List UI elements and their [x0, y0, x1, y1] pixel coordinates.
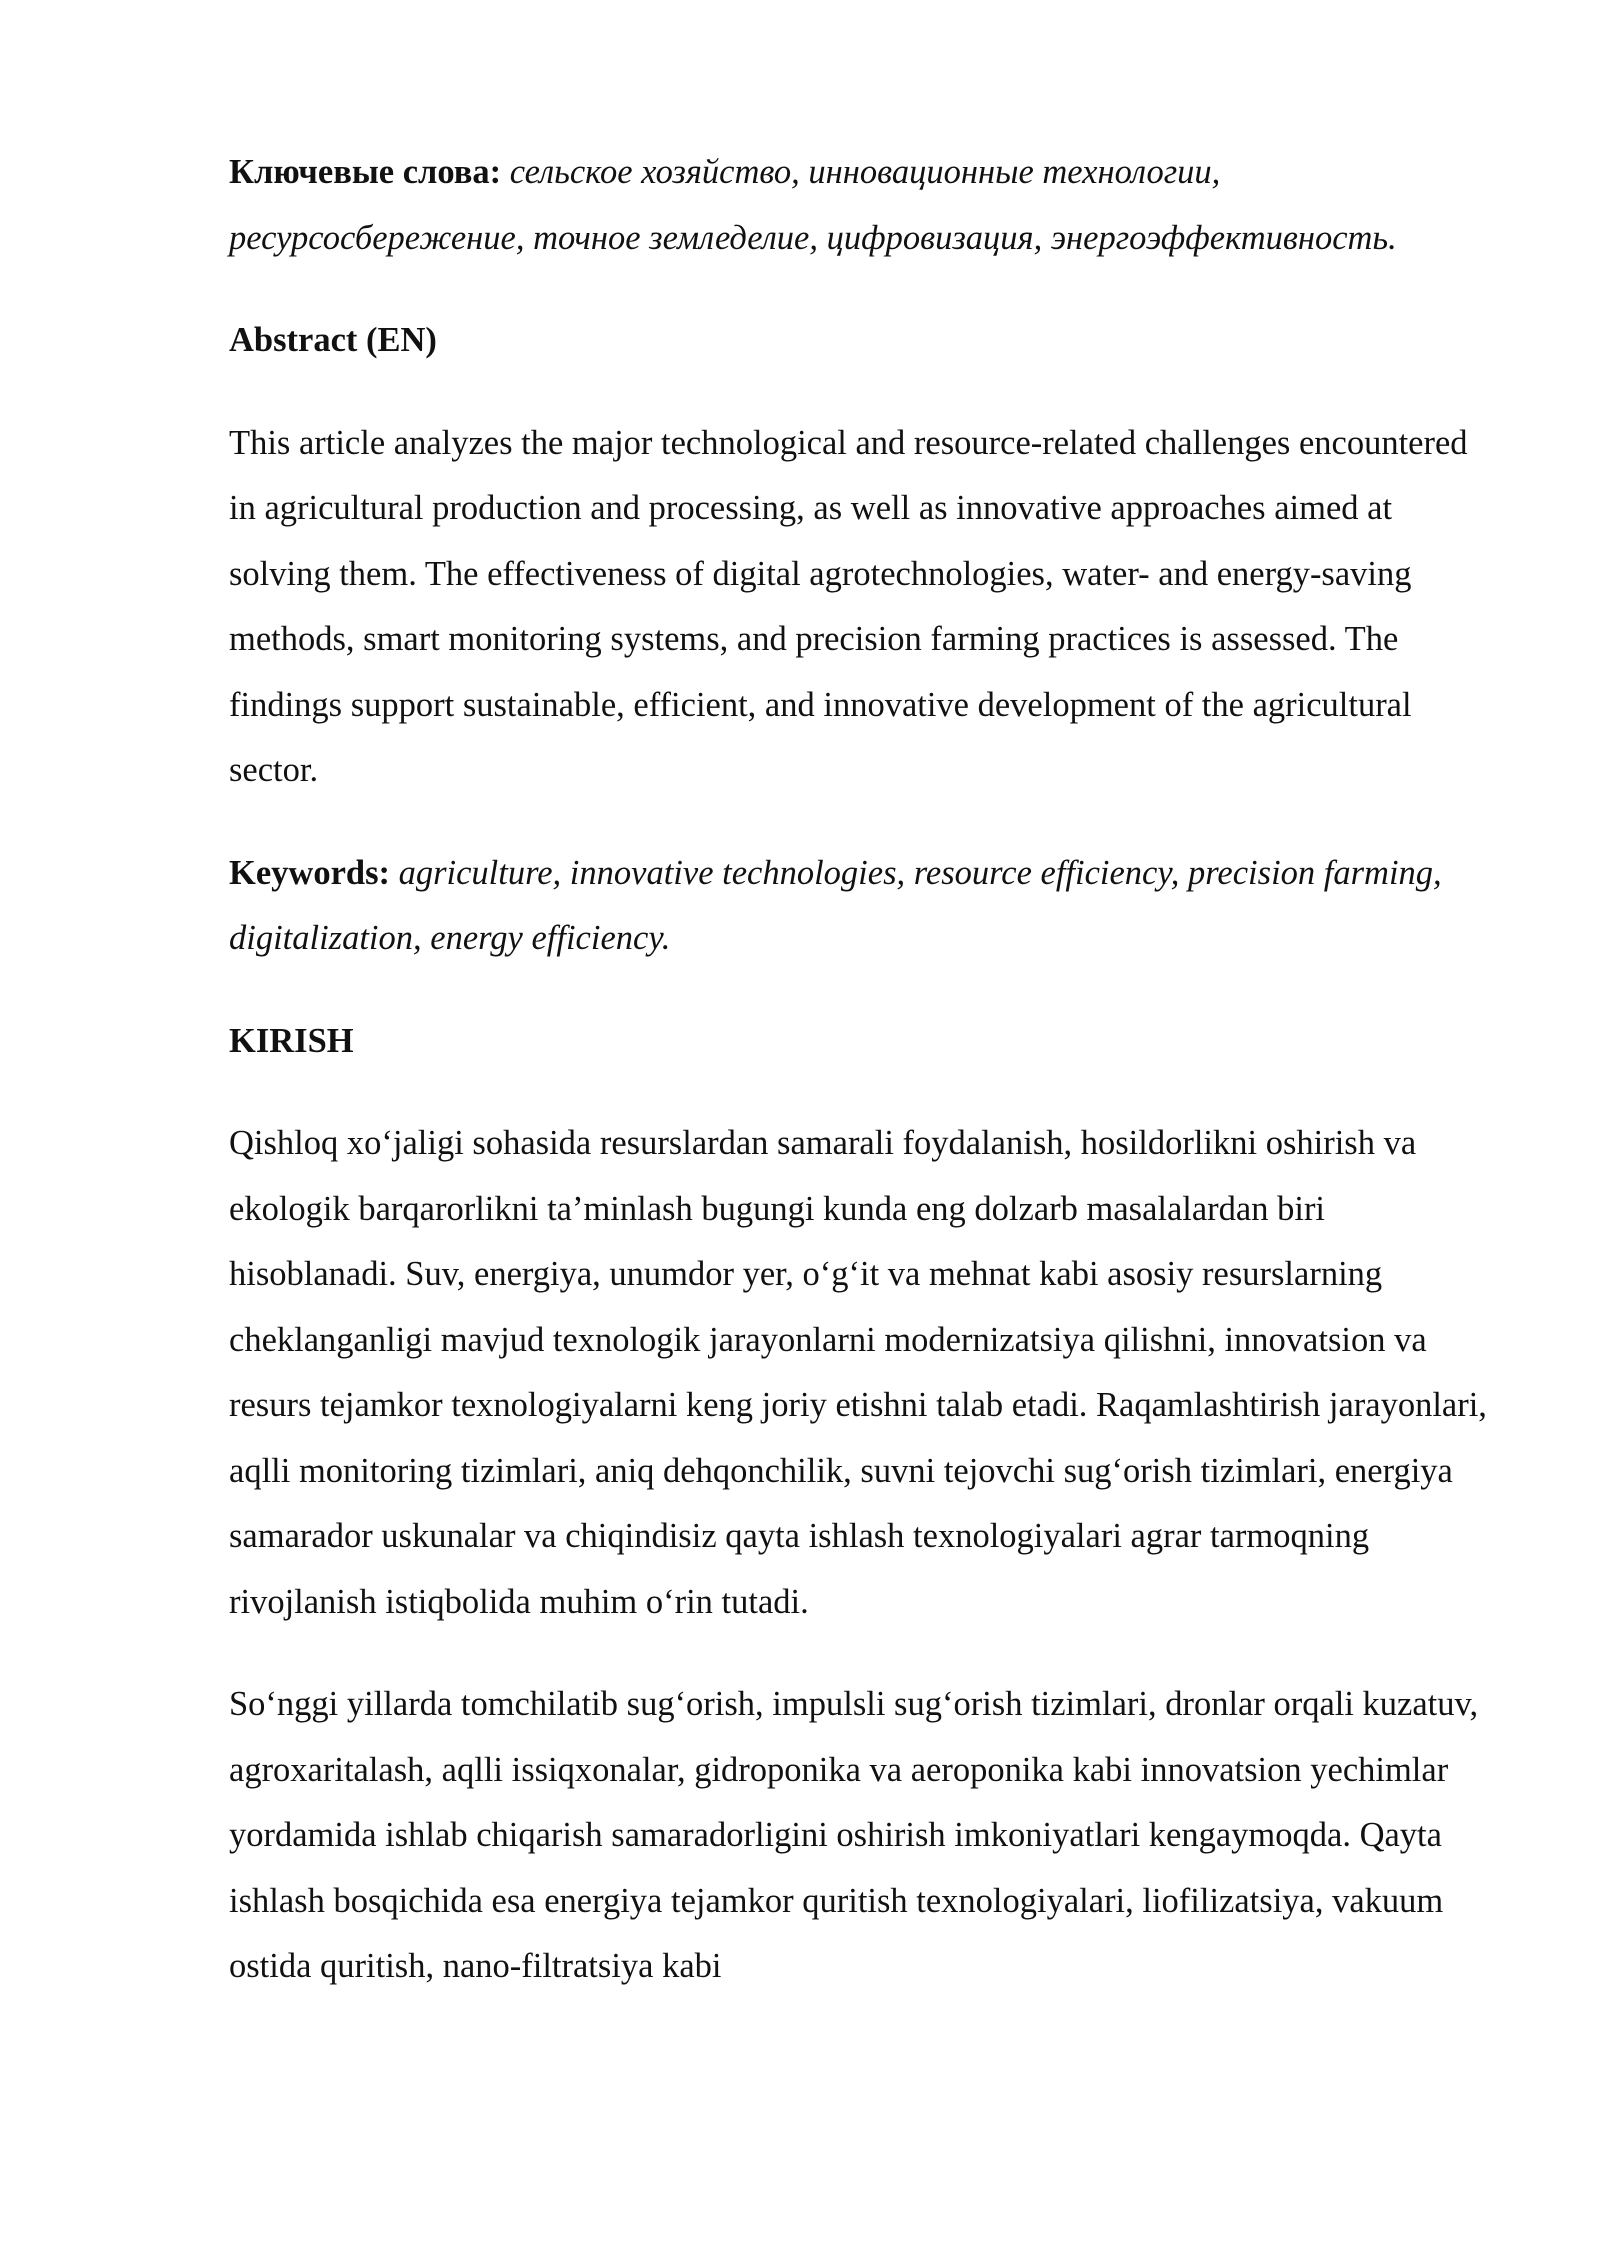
abstract-heading: Abstract (EN)	[229, 321, 437, 359]
abstract-paragraph: This article analyzes the major technological and resource-related challenges encountered in agricultural production and processing, as well as innovative approaches aimed at solving them. The effectiveness of digital agrotechnologies, water- and energy-saving methods, smart monitoring systems, and precision farming practices is assessed. The findings support sustainable, efficient, and innovative development of the agricultural sector.	[229, 423, 1468, 789]
intro-heading: KIRISH	[229, 1021, 354, 1060]
ru-keywords-label: Ключевые слова:	[229, 153, 502, 191]
intro-paragraph-1: Qishloq xo‘jaligi sohasida resurslardan samarali foydalanish, hosildorlikni oshirish va ekologik barqarorlikni ta’minlash bugungi kunda eng dolzarb masalalardan biri hisoblanadi. Suv, energiya, unumdor yer, o‘g‘it va mehnat kabi asosiy resurslarning cheklanganligi mavjud texnologik jarayonlarni modernizatsiya qilishni, innovatsion va resurs tejamkor texnologiyalarni keng joriy etishni talab etadi. Raqamlashtirish jarayonlari, aqlli monitoring tizimlari, aniq dehqonchilik, suvni tejovchi sug‘orish tizimlari, energiya samarador uskunalar va chiqindisiz qayta ishlash texnologiyalari agrar tarmoqning rivojlanish istiqbolida muhim o‘rin tutadi.	[229, 1124, 1487, 1621]
intro-paragraph-2: So‘nggi yillarda tomchilatib sug‘orish, impulsli sug‘orish tizimlari, dronlar orqali kuzatuv, agroxaritalash, aqlli issiqxonalar, gidroponika va aeroponika kabi innovatsion yechimlar yordamida ishlab chiqarish samaradorligini oshirish imkoniyatlari kengaymoqda. Qayta ishlash bosqichida esa energiya tejamkor quritish texnologiyalari, liofilizatsiya, vakuum ostida quritish, nano-filtratsiya kabi	[229, 1685, 1479, 1985]
en-keywords-paragraph	[229, 841, 1499, 972]
document-page	[229, 140, 1499, 2037]
ru-keywords-text: сельское хозяйство, инновационные технологии, ресурсосбережение, точное земледелие, цифровизация, энергоэффективность.	[229, 153, 1397, 257]
en-keywords-label: Keywords:	[229, 853, 390, 892]
ru-keywords-paragraph	[229, 140, 1499, 271]
en-keywords-text: agriculture, innovative technologies, resource efficiency, precision farming, digitalization, energy efficiency.	[229, 853, 1442, 957]
